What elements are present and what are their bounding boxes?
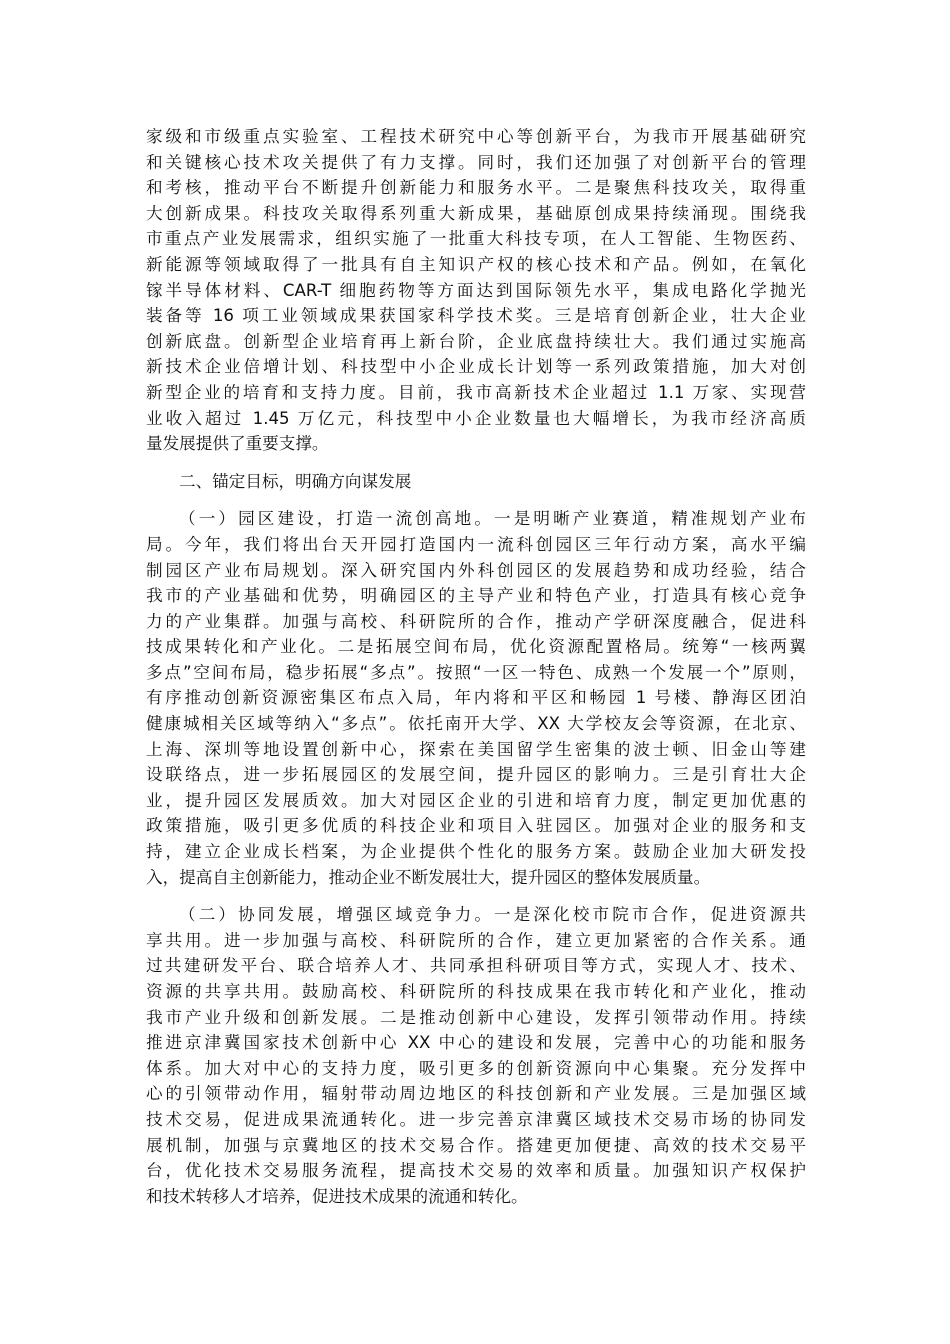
text-line: 局。今年，我们将出台天开园打造国内一流科创园区三年行动方案，高水平编	[146, 534, 806, 554]
text-line: 和技术转移人才培养，促进技术成果的流通和转化。	[146, 1186, 528, 1206]
section-heading-text: 二、锚定目标，明确方向谋发展	[179, 471, 412, 491]
text-line: 过共建研发平台、联合培养人才、共同承担科研项目等方式，实现人才、技术、	[146, 956, 806, 976]
text-line: 设联络点，进一步拓展园区的发展空间，提升园区的影响力。三是引育壮大企	[146, 765, 806, 785]
text-line: 量发展提供了重要支撑。	[146, 434, 329, 454]
text-line: 家级和市级重点实验室、工程技术研究中心等创新平台，为我市开展基础研究	[146, 127, 806, 146]
text-line: 技成果转化和产业化。二是拓展空间布局，优化资源配置格局。统筹“一核两翼	[146, 637, 806, 657]
text-line: 新技术企业倍增计划、科技型中小企业成长计划等一系列政策措施，加大对创	[146, 357, 806, 377]
text-line: 政策措施，吸引更多优质的科技企业和项目入驻园区。加强对企业的服务和支	[146, 816, 806, 836]
paragraph-innovation-results	[146, 124, 806, 457]
text-line: 入，提高自主创新能力，推动企业不断发展壮大，提升园区的整体发展质量。	[146, 867, 711, 887]
text-line: 享共用。进一步加强与高校、科研院所的合作，建立更加紧密的合作关系。通	[146, 930, 806, 950]
text-line: 我市产业升级和创新发展。二是推动创新中心建设，发挥引领带动作用。持续	[146, 1007, 806, 1027]
text-line: （一）园区建设，打造一流创高地。一是明晰产业赛道，精准规划产业布	[179, 509, 806, 529]
text-line: 资源的共享共用。鼓励高校、科研院所的科技成果在我市转化和产业化，推动	[146, 982, 806, 1001]
text-line: 和关键核心技术攻关提供了有力支撑。同时，我们还加强了对创新平台的管理	[146, 152, 806, 172]
text-line: 创新底盘。创新型企业培育再上新台阶，企业底盘持续壮大。我们通过实施高	[146, 331, 806, 351]
text-line: 业，提升园区发展质效。加大对园区企业的引进和培育力度，制定更加优惠的	[146, 790, 806, 810]
text-line: 技术交易，促进成果流通转化。进一步完善京津冀区域技术交易市场的协同发	[146, 1109, 806, 1129]
text-line: 健康城相关区域等纳入“多点”。依托南开大学、XX 大学校友会等资源，在北京、	[146, 714, 806, 734]
text-line: 上海、深圳等地设置创新中心，探索在美国留学生密集的波士顿、旧金山等建	[146, 739, 806, 759]
text-line: 展机制，加强与京冀地区的技术交易合作。搭建更加便捷、高效的技术交易平	[146, 1135, 806, 1155]
section-heading	[146, 469, 806, 495]
text-line: 推进京津冀国家技术创新中心 XX 中心的建设和发展，完善中心的功能和服务	[146, 1033, 806, 1053]
text-line: 心的引领带动作用，辐射带动周边地区的科技创新和产业发展。三是加强区域	[146, 1084, 806, 1104]
text-line: 和考核，推动平台不断提升创新能力和服务水平。二是聚焦科技攻关，取得重	[146, 178, 806, 198]
text-line: 镓半导体材料、CAR-T 细胞药物等方面达到国际领先水平，集成电路化学抛光	[146, 280, 806, 300]
text-line: 台，优化技术交易服务流程，提高技术交易的效率和质量。加强知识产权保护	[146, 1161, 806, 1181]
text-line: 有序推动创新资源密集区布点入局，年内将和平区和畅园 1 号楼、静海区团泊	[146, 688, 806, 708]
text-line: 新能源等领域取得了一批具有自主知识产权的核心技术和产品。例如，在氧化	[146, 254, 806, 274]
text-line: 市重点产业发展需求，组织实施了一批重大科技专项，在人工智能、生物医药、	[146, 229, 806, 249]
paragraph-coordinated-development	[146, 902, 806, 1209]
text-line: 我市的产业基础和优势，明确园区的主导产业和特色产业，打造具有核心竞争	[146, 586, 806, 606]
text-line: 体系。加大对中心的支持力度，吸引更多的创新资源向中心集聚。充分发挥中	[146, 1058, 806, 1078]
document-body	[146, 124, 806, 1209]
text-line: 装备等 16 项工业领域成果获国家科学技术奖。三是培育创新企业，壮大企业	[146, 306, 806, 326]
text-line: 制园区产业布局规划。深入研究国内外科创园区的发展趋势和成功经验，结合	[146, 560, 806, 580]
text-line: 新型企业的培育和支持力度。目前，我市高新技术企业超过 1.1 万家、实现营	[146, 382, 806, 402]
text-line: 持，建立企业成长档案，为企业提供个性化的服务方案。鼓励企业加大研发投	[146, 842, 806, 862]
paragraph-park-construction	[146, 506, 806, 890]
text-line: （二）协同发展，增强区域竞争力。一是深化校市院市合作，促进资源共	[179, 905, 806, 925]
text-line: 业收入超过 1.45 万亿元，科技型中小企业数量也大幅增长，为我市经济高质	[146, 408, 806, 428]
text-line: 多点”空间布局，稳步拓展“多点”。按照“一区一特色、成熟一个发展一个”原则，	[146, 662, 806, 682]
text-line: 大创新成果。科技攻关取得系列重大新成果，基础原创成果持续涌现。围绕我	[146, 203, 806, 223]
text-line: 力的产业集群。加强与高校、科研院所的合作，推动产学研深度融合，促进科	[146, 611, 806, 631]
